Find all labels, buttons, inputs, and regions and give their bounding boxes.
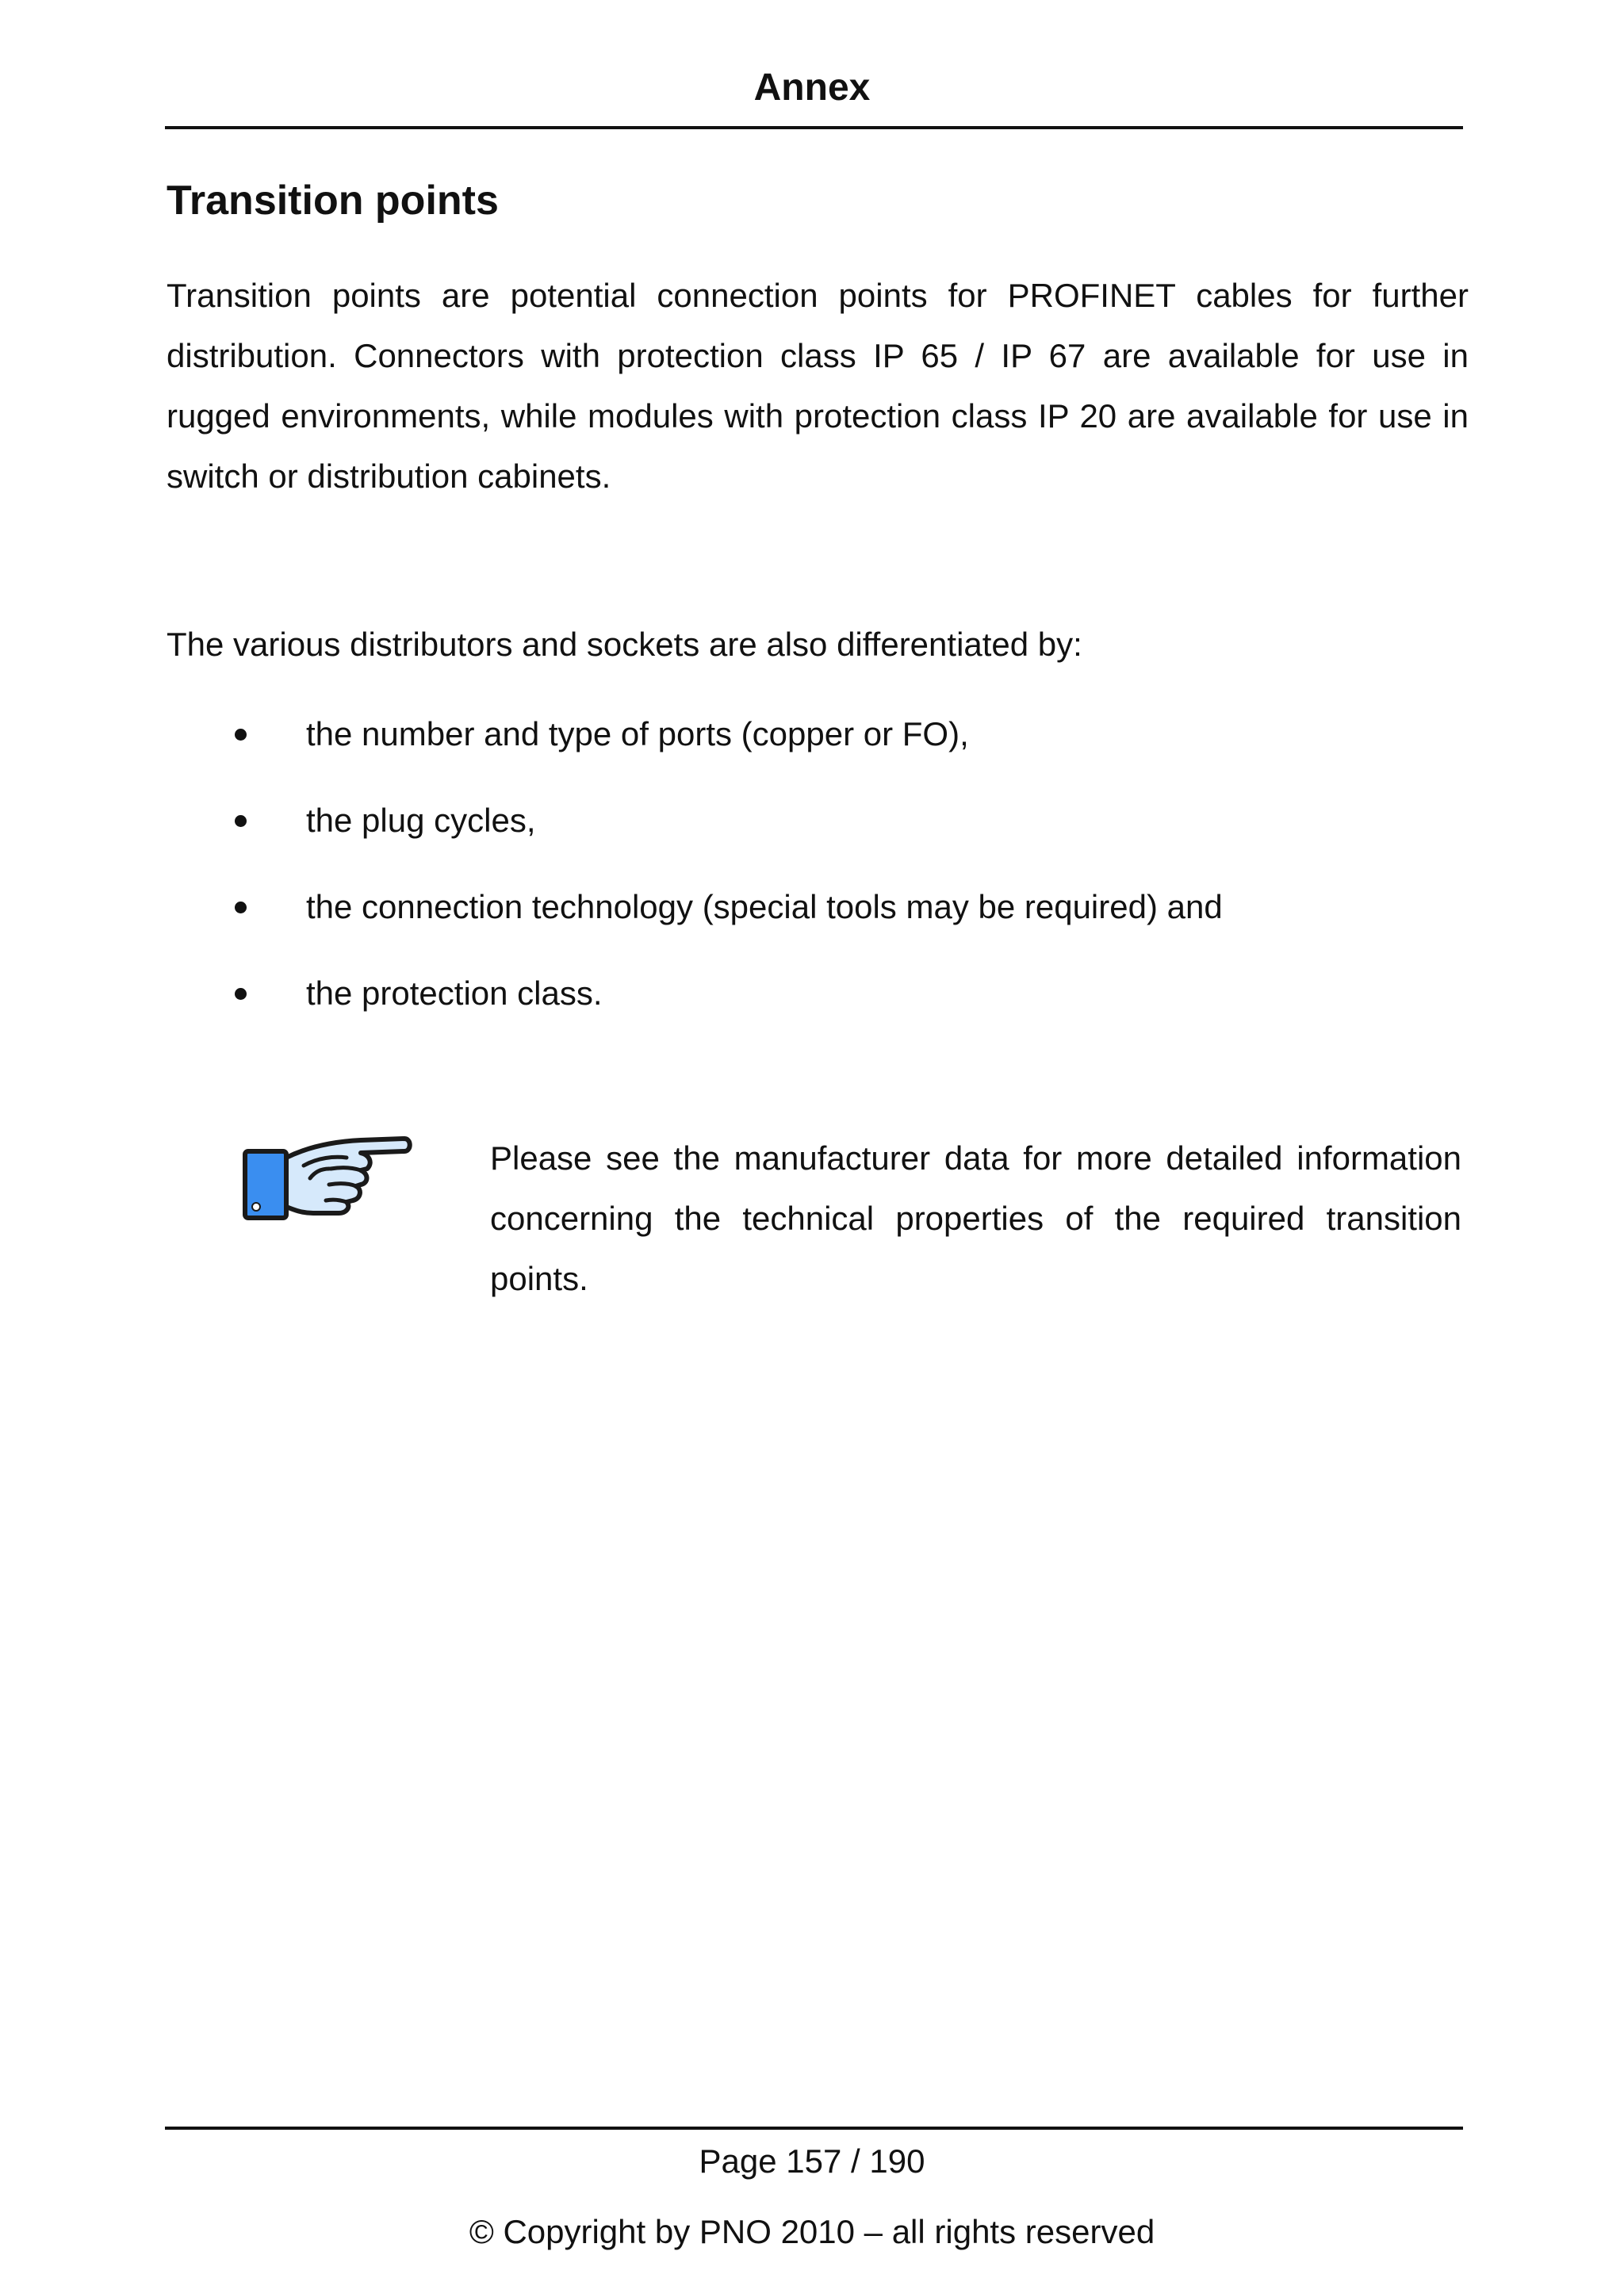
note-text: Please see the manufacturer data for more detailed information concerning the technical properties of the required transition points. <box>490 1139 1461 1297</box>
bullet-icon <box>235 902 247 913</box>
page-number: Page 157 / 190 <box>699 2142 925 2180</box>
bullet-icon <box>235 729 247 741</box>
list-item-text: the protection class. <box>306 974 603 1012</box>
bullet-icon <box>235 988 247 1000</box>
list-item <box>0 963 1427 1024</box>
list-item <box>0 791 1427 851</box>
intro-paragraph: Transition points are potential connection points for PROFINET cables for further distribution. Connectors with protection class IP 65 / IP 67 are available for use in rugged environments, while modules with protection class IP 20 are available for use in switch or distribution cabinets. <box>167 277 1469 495</box>
footer-divider <box>165 2127 1463 2130</box>
list-item <box>0 704 1427 764</box>
bullet-icon <box>235 815 247 827</box>
header-divider <box>165 126 1463 129</box>
list-item-text: the plug cycles, <box>306 802 536 839</box>
pointing-hand-icon <box>242 1134 413 1223</box>
list-item <box>0 877 1427 937</box>
section-heading: Transition points <box>167 178 499 224</box>
copyright-notice: © Copyright by PNO 2010 – all rights reserved <box>469 2213 1155 2250</box>
running-header-title: Annex <box>753 67 871 109</box>
list-item-text: the connection technology (special tools may be required) and <box>306 888 1223 925</box>
list-item-text: the number and type of ports (copper or FO), <box>306 715 969 752</box>
list-lead-in: The various distributors and sockets are also differentiated by: <box>167 626 1082 663</box>
